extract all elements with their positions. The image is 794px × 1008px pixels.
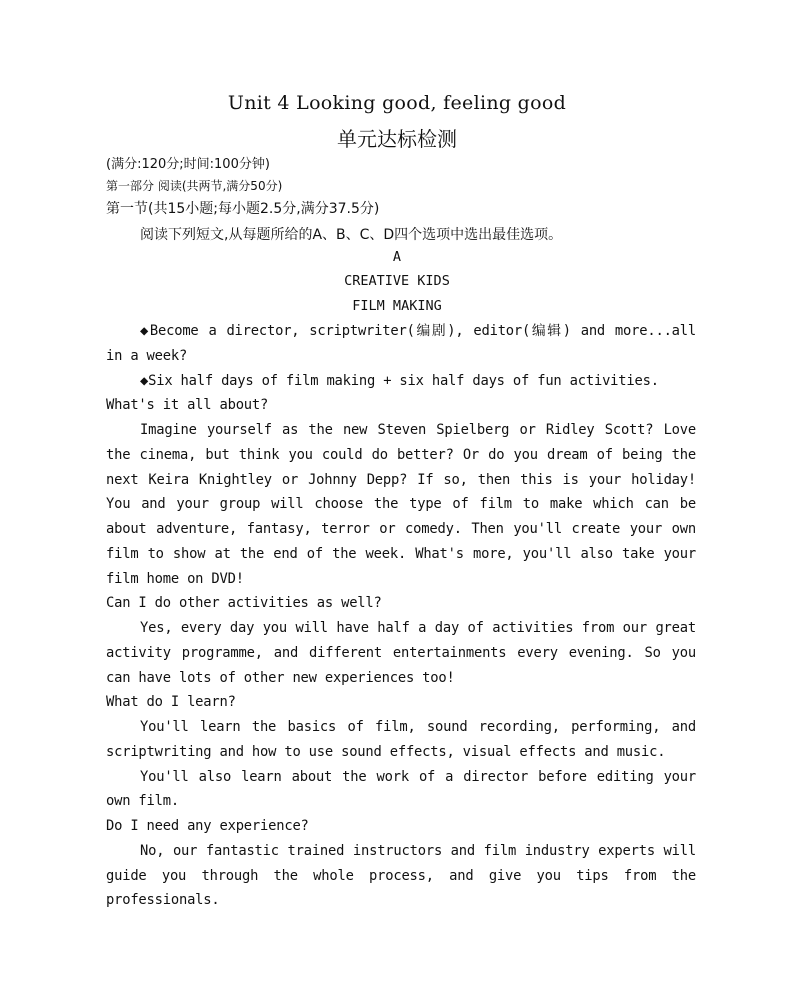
passage-body — [106, 319, 696, 913]
question-experience: Do I need any experience? — [106, 818, 309, 834]
paragraph-activities: Yes, every day you will have half a day of activities from our great activity programme, and different entertainments every evening. So you can have lots of other new experiences too! — [106, 620, 696, 686]
question-what-learn: What do I learn? — [106, 694, 236, 711]
part-heading: 第一部分 阅读(共两节,满分50分) — [106, 179, 283, 193]
unit-title: Unit 4 Looking good, feeling good — [227, 92, 567, 114]
paragraph-imagine: Imagine yourself as the new Steven Spielberg or Ridley Scott? Love the cinema, but think you could do better? Or do you dream of being the next Keira Knightley or Johnny Depp? If so, then this is your holiday! You and your group will choose the type of film to make which can be about adventure, fantasy, terror or comedy. Then you'll create your own film to show at the end of the week. What's more, you'll also take your film home on DVD! — [106, 422, 696, 587]
question-what-about: What's it all about? — [106, 397, 269, 414]
paragraph-basics: You'll learn the basics of film, sound recording, performing, and scriptwriting and how to use sound effects, visual effects and music. — [106, 719, 696, 760]
bullet-director: ◆Become a director, scriptwriter(编剧), editor(编辑) and more...all in a week? — [106, 323, 696, 364]
passage-label: A — [392, 249, 402, 265]
paragraph-instructors: No, our fantastic trained instructors and film industry experts will guide you through the whole process, and give you tips from the professionals. — [106, 842, 696, 909]
bullet-half-days: ◆Six half days of film making + six half days of fun activities. — [140, 372, 659, 389]
passage-heading-creative-kids: CREATIVE KIDS — [344, 273, 450, 289]
reading-instruction: 阅读下列短文,从每题所给的A、B、C、D四个选项中选出最佳选项。 — [140, 227, 563, 243]
unit-subtitle: 单元达标检测 — [337, 127, 457, 151]
question-other-activities: Can I do other activities as well? — [106, 595, 382, 612]
section-heading: 第一节(共15小题;每小题2.5分,满分37.5分) — [106, 201, 380, 217]
passage-heading-film-making: FILM MAKING — [352, 298, 442, 314]
score-time-info: (满分:120分;时间:100分钟) — [106, 157, 270, 172]
paragraph-director-work: You'll also learn about the work of a director before editing your own film. — [106, 768, 696, 810]
